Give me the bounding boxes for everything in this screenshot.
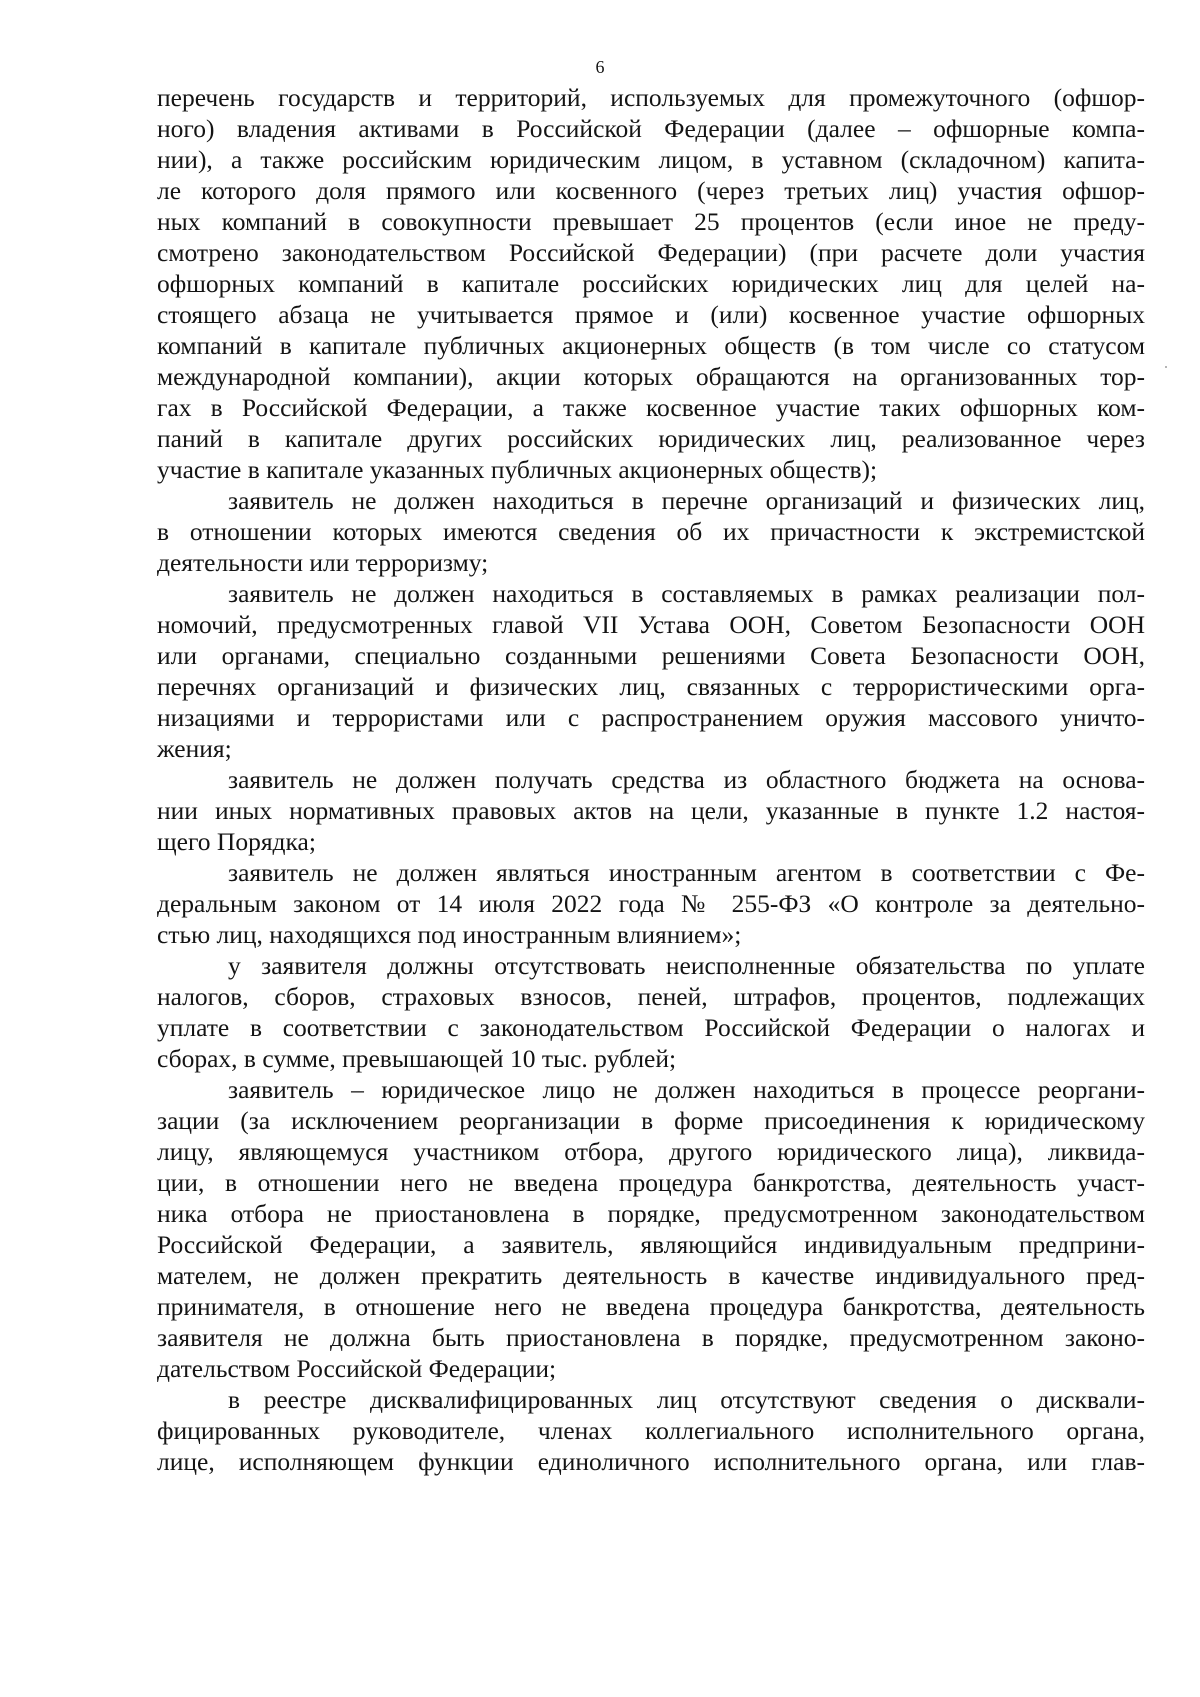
text-line: смотрено законодательством Российской Федерации) (при расчете доли участия xyxy=(157,238,1145,267)
text-line: нии), а также российским юридическим лицом, в уставном (складочном) капита- xyxy=(157,145,1145,174)
scan-speck xyxy=(1165,366,1167,368)
text-line: лицу, являющемуся участником отбора, другого юридического лица), ликвида- xyxy=(157,1137,1145,1166)
text-line: фицированных руководителе, членах коллегиального исполнительного органа, xyxy=(157,1416,1145,1445)
text-line: нии иных нормативных правовых актов на цели, указанные в пункте 1.2 настоя- xyxy=(157,796,1145,825)
text-line: деятельности или терроризму; xyxy=(157,548,489,577)
paragraph-first-line: в реестре дисквалифицированных лиц отсутствуют сведения о дисквали- xyxy=(228,1385,1145,1414)
text-line: Российской Федерации, а заявитель, являющийся индивидуальным предприни- xyxy=(157,1230,1145,1259)
text-line: офшорных компаний в капитале российских юридических лиц для целей на- xyxy=(157,269,1145,298)
text-line: перечень государств и территорий, используемых для промежуточного (офшор- xyxy=(157,83,1145,112)
text-line: щего Порядка; xyxy=(157,827,316,856)
text-line: принимателя, в отношение него не введена процедура банкротства, деятельность xyxy=(157,1292,1145,1321)
paragraph-first-line: заявитель не должен получать средства из областного бюджета на основа- xyxy=(228,765,1145,794)
paragraph-first-line: у заявителя должны отсутствовать неисполненные обязательства по уплате xyxy=(228,951,1145,980)
text-line: жения; xyxy=(157,734,232,763)
text-line: налогов, сборов, страховых взносов, пеней, штрафов, процентов, подлежащих xyxy=(157,982,1145,1011)
text-line: мателем, не должен прекратить деятельность в качестве индивидуального пред- xyxy=(157,1261,1145,1290)
paragraph-first-line: заявитель – юридическое лицо не должен находиться в процессе реоргани- xyxy=(228,1075,1145,1104)
text-line: в отношении которых имеются сведения об их причастности к экстремистской xyxy=(157,517,1145,546)
text-line: деральным законом от 14 июля 2022 года № 255-ФЗ «О контроле за деятельно- xyxy=(157,889,1145,918)
text-line: или органами, специально созданными решениями Совета Безопасности ООН, xyxy=(157,641,1145,670)
text-line: паний в капитале других российских юридических лиц, реализованное через xyxy=(157,424,1145,453)
text-line: сборах, в сумме, превышающей 10 тыс. рублей; xyxy=(157,1044,677,1073)
text-line: номочий, предусмотренных главой VII Устава ООН, Советом Безопасности ООН xyxy=(157,610,1145,639)
text-line: международной компании), акции которых обращаются на организованных тор- xyxy=(157,362,1145,391)
text-line: участие в капитале указанных публичных акционерных обществ); xyxy=(157,455,878,484)
text-line: ного) владения активами в Российской Федерации (далее – офшорные компа- xyxy=(157,114,1145,143)
paragraph-first-line: заявитель не должен находиться в перечне организаций и физических лиц, xyxy=(228,486,1145,515)
text-line: компаний в капитале публичных акционерных обществ (в том числе со статусом xyxy=(157,331,1145,360)
text-line: низациями и террористами или с распространением оружия массового уничто- xyxy=(157,703,1145,732)
text-line: перечнях организаций и физических лиц, связанных с террористическими орга- xyxy=(157,672,1145,701)
text-line: ных компаний в совокупности превышает 25 процентов (если иное не преду- xyxy=(157,207,1145,236)
text-line: ции, в отношении него не введена процедура банкротства, деятельность участ- xyxy=(157,1168,1145,1197)
text-line: уплате в соответствии с законодательством Российской Федерации о налогах и xyxy=(157,1013,1145,1042)
text-line: ника отбора не приостановлена в порядке, предусмотренном законодательством xyxy=(157,1199,1145,1228)
text-line: зации (за исключением реорганизации в форме присоединения к юридическому xyxy=(157,1106,1145,1135)
paragraph-first-line: заявитель не должен являться иностранным агентом в соответствии с Фе- xyxy=(228,858,1145,887)
paragraph-first-line: заявитель не должен находиться в составляемых в рамках реализации пол- xyxy=(228,579,1145,608)
text-line: дательством Российской Федерации; xyxy=(157,1354,557,1383)
text-line: лице, исполняющем функции единоличного исполнительного органа, или глав- xyxy=(157,1447,1145,1476)
text-line: стоящего абзаца не учитывается прямое и (или) косвенное участие офшорных xyxy=(157,300,1145,329)
text-line: заявителя не должна быть приостановлена в порядке, предусмотренном законо- xyxy=(157,1323,1145,1352)
page-number: 6 xyxy=(595,57,605,77)
document-body xyxy=(157,82,1145,1477)
text-line: гах в Российской Федерации, а также косвенное участие таких офшорных ком- xyxy=(157,393,1145,422)
text-line: стью лиц, находящихся под иностранным влиянием»; xyxy=(157,920,742,949)
text-line: ле которого доля прямого или косвенного (через третьих лиц) участия офшор- xyxy=(157,176,1145,205)
